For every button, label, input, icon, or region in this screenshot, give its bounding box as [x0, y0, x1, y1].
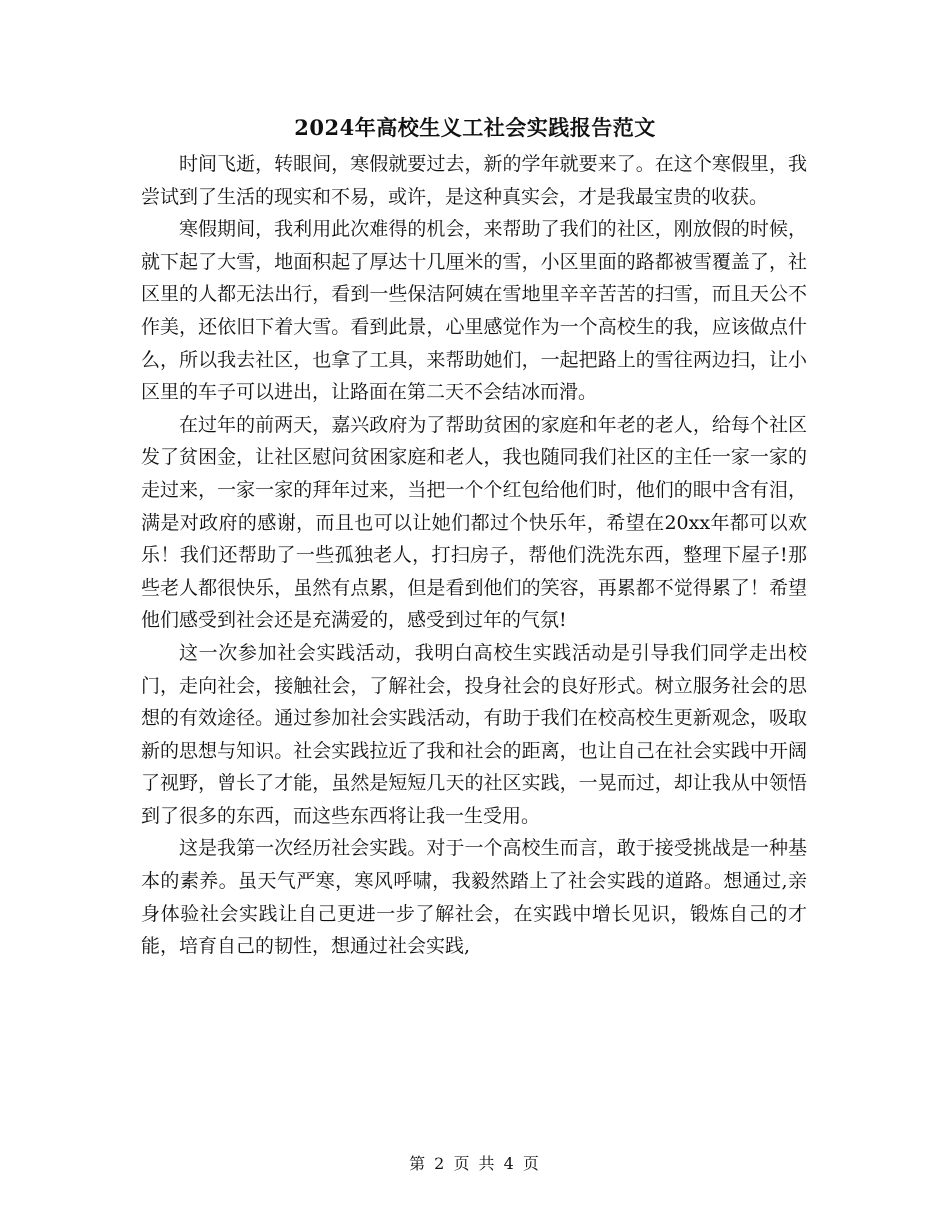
paragraph-4: 这一次参加社会实践活动，我明白高校生实践活动是引导我们同学走出校门，走向社会，接触社会，了解社会，投身社会的良好形式。树立服务社会的思想的有效途径。通过参加社会实践活动，有助于我们在校高校生更新观念，吸取新的思想与知识。社会实践拉近了我和社会的距离，也让自己在社会实践中开阔了视野，曾长了才能，虽然是短短几天的社区实践，一晃而过，却让我从中领悟到了很多的东西，而这些东西将让我一生受用。 — [141, 641, 807, 827]
document-title: 2024年高校生义工社会实践报告范文 — [294, 115, 656, 140]
paragraph-3: 在过年的前两天，嘉兴政府为了帮助贫困的家庭和年老的老人，给每个社区发了贫困金，让社区慰问贫困家庭和老人，我也随同我们社区的主任一家一家的走过来，一家一家的拜年过来，当把一个个红包给他们时，他们的眼中含有泪，满是对政府的感谢，而且也可以让她们都过个快乐年，希望在20xx年都可以欢乐！我们还帮助了一些孤独老人，打扫房子，帮他们洗洗东西，整理下屋子!那些老人都很快乐，虽然有点累，但是看到他们的笑容，再累都不觉得累了！希望他们感受到社会还是充满爱的，感受到过年的气氛! — [141, 413, 807, 632]
paragraph-2: 寒假期间，我利用此次难得的机会，来帮助了我们的社区，刚放假的时候，就下起了大雪，地面积起了厚达十几厘米的雪，小区里面的路都被雪覆盖了，社区里的人都无法出行，看到一些保洁阿姨在雪地里辛辛苦苦的扫雪，而且天公不作美，还依旧下着大雪。看到此景，心里感觉作为一个高校生的我，应该做点什么，所以我去社区，也拿了工具，来帮助她们，一起把路上的雪往两边扫，让小区里的车子可以进出，让路面在第二天不会结冰而滑。 — [141, 218, 807, 404]
page-number-footer: 第 2 页 共 4 页 — [409, 1154, 541, 1173]
paragraph-5: 这是我第一次经历社会实践。对于一个高校生而言，敢于接受挑战是一种基本的素养。虽天气严寒，寒风呼啸，我毅然踏上了社会实践的道路。想通过,亲身体验社会实践让自己更进一步了解社会，在实践中增长见识，锻炼自己的才能，培育自己的韧性，想通过社会实践, — [141, 837, 807, 958]
paragraph-1: 时间飞逝，转眼间，寒假就要过去，新的学年就要来了。在这个寒假里，我尝试到了生活的现实和不易，或许，是这种真实会，才是我最宝贵的收获。 — [141, 153, 807, 208]
document-body — [141, 148, 807, 963]
